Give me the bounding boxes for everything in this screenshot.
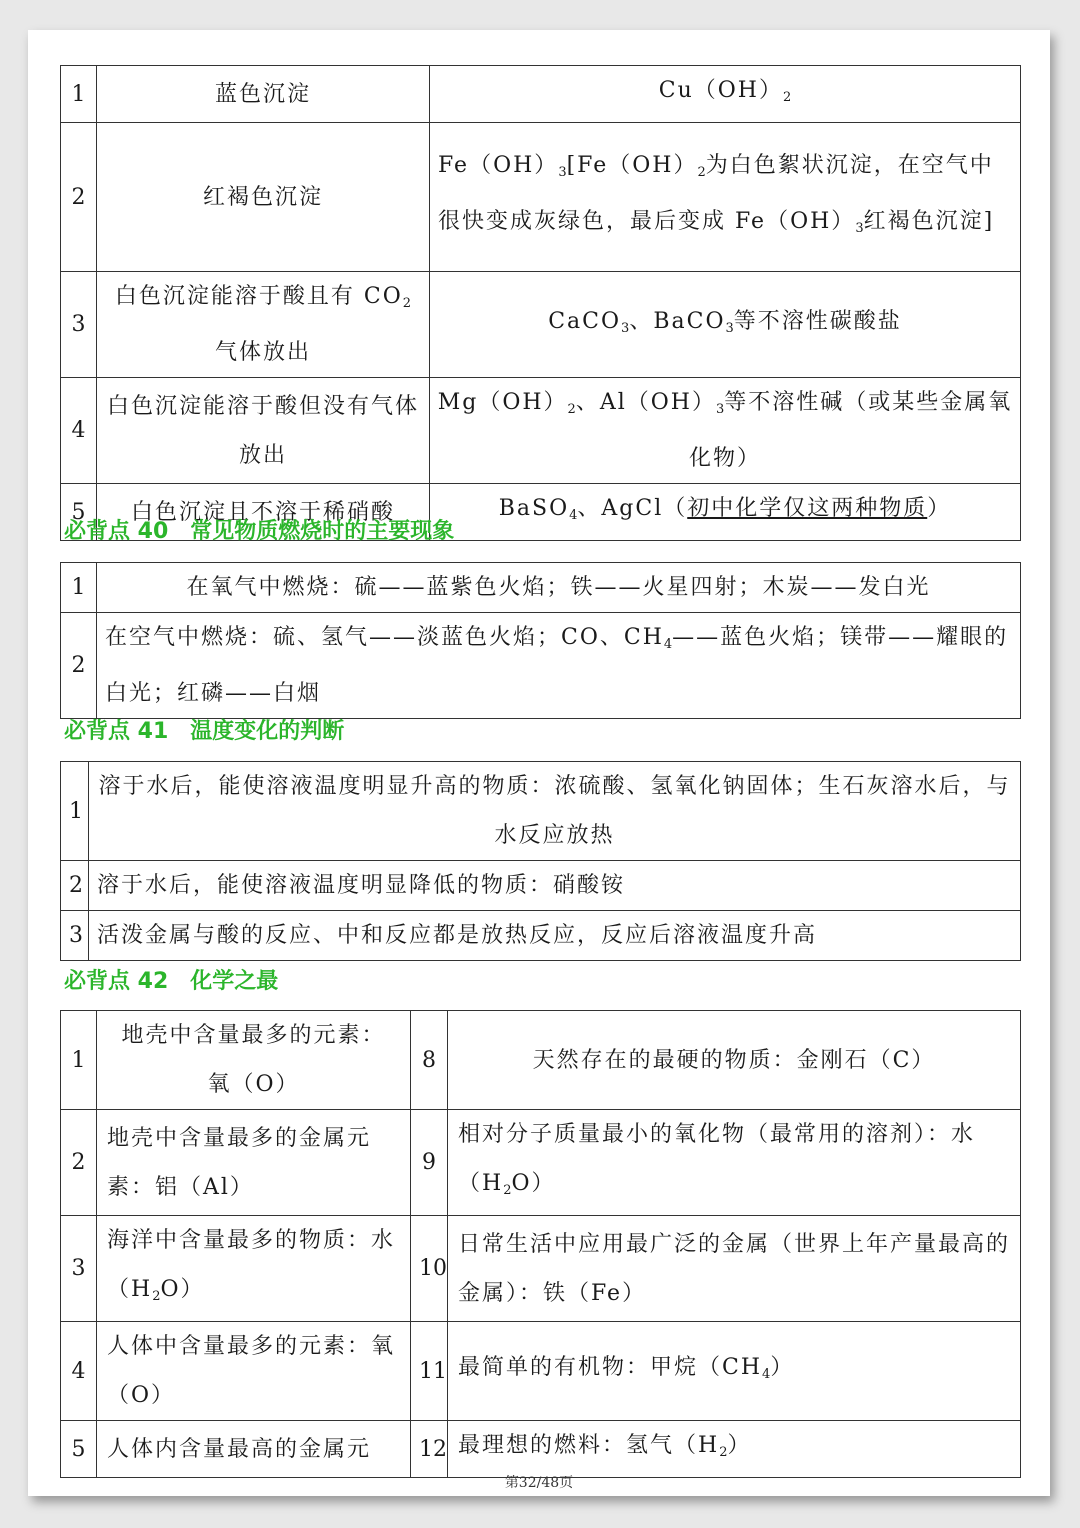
record-text: 地壳中含量最多的元素：氧（O）	[97, 1011, 411, 1110]
table-row	[61, 613, 1021, 719]
table-row	[61, 378, 1021, 484]
record-text: 人体中含量最多的元素：氧（O）	[97, 1322, 411, 1421]
precipitate-desc: 白色沉淀能溶于酸但没有气体放出	[97, 378, 430, 484]
temperature-text: 溶于水后，能使溶液温度明显升高的物质：浓硫酸、氢氧化钠固体；生石灰溶水后，与水反应放热	[89, 762, 1021, 861]
row-number: 1	[61, 66, 97, 123]
row-number: 8	[411, 1011, 448, 1110]
table-row	[61, 911, 1021, 961]
row-number: 1	[61, 762, 89, 861]
record-text: 海洋中含量最多的物质：水$(H_2O)$	[97, 1216, 411, 1322]
precipitate-substance: BaSO$_4$、AgCl（初中化学仅这两种物质）	[430, 484, 1021, 541]
row-number: 5	[61, 1421, 97, 1478]
precipitate-substance: CaCO$_3$、BaCO$_3$等不溶性碳酸盐	[430, 272, 1021, 378]
row-number: 5	[61, 484, 97, 541]
table-row	[61, 66, 1021, 123]
record-text: 最简单的有机物：甲烷$(CH_4)$	[448, 1322, 1021, 1421]
row-number: 9	[411, 1110, 448, 1216]
row-number: 3	[61, 911, 89, 961]
combustion-text: 在空气中燃烧：硫、氢气——淡蓝色火焰；CO、$CH_4——$蓝色火焰；镁带——耀眼的白光；红磷——白烟	[97, 613, 1021, 719]
row-number: 11	[411, 1322, 448, 1421]
precipitate-desc: 白色沉淀且不溶于稀硝酸	[97, 484, 430, 541]
row-number: 1	[61, 1011, 97, 1110]
record-text: 日常生活中应用最广泛的金属（世界上年产量最高的金属）：铁（Fe）	[448, 1216, 1021, 1322]
precipitate-substance: $Cu(OH)_2$	[430, 66, 1021, 123]
section-heading-42: 必背点 42 化学之最	[64, 964, 278, 995]
row-number: 10	[411, 1216, 448, 1322]
precipitate-desc: 白色沉淀能溶于酸且有 $CO_2$气体放出	[97, 272, 430, 378]
record-text: 天然存在的最硬的物质：金刚石（C）	[448, 1011, 1021, 1110]
section-heading-41: 必背点 41 温度变化的判断	[64, 714, 344, 745]
row-number: 3	[61, 272, 97, 378]
table-row	[61, 1421, 1021, 1478]
precipitate-substance: $Mg(OH)_2$、$Al(OH)_3$等不溶性碱（或某些金属氧化物）	[430, 378, 1021, 484]
table-row	[61, 762, 1021, 861]
temperature-text: 溶于水后，能使溶液温度明显降低的物质：硝酸铵	[89, 861, 1021, 911]
precipitate-desc: 蓝色沉淀	[97, 66, 430, 123]
table-row	[61, 272, 1021, 378]
temperature-text: 活泼金属与酸的反应、中和反应都是放热反应，反应后溶液温度升高	[89, 911, 1021, 961]
row-number: 2	[61, 1110, 97, 1216]
table-row	[61, 1011, 1021, 1110]
combustion-text: 在氧气中燃烧：硫——蓝紫色火焰；铁——火星四射；木炭——发白光	[97, 563, 1021, 613]
chemistry-records-table	[60, 1010, 1021, 1478]
row-number: 12	[411, 1421, 448, 1478]
row-number: 1	[61, 563, 97, 613]
table-row	[61, 123, 1021, 272]
row-number: 4	[61, 378, 97, 484]
record-text: 相对分子质量最小的氧化物（最常用的溶剂）：水$(H_2O)$	[448, 1110, 1021, 1216]
table-row	[61, 1322, 1021, 1421]
row-number: 2	[61, 123, 97, 272]
temperature-table	[60, 761, 1021, 961]
precipitate-substance: $Fe(OH)_3[Fe(OH)_2$为白色絮状沉淀，在空气中很快变成灰绿色，最后变成 $Fe(OH)_3$红褐色沉淀]	[430, 123, 1021, 272]
table-row	[61, 563, 1021, 613]
row-number: 2	[61, 861, 89, 911]
section-heading-40: 必背点 40 常见物质燃烧时的主要现象	[64, 514, 454, 545]
row-number: 4	[61, 1322, 97, 1421]
row-number: 2	[61, 613, 97, 719]
record-text: 地壳中含量最多的金属元素：铝（Al）	[97, 1110, 411, 1216]
row-number: 3	[61, 1216, 97, 1322]
table-row	[61, 1216, 1021, 1322]
page-number: 第32/48页	[504, 1475, 574, 1491]
table-row	[61, 1110, 1021, 1216]
record-text: 最理想的燃料：氢气$(H_2)$	[448, 1421, 1021, 1478]
record-text: 人体内含量最高的金属元	[97, 1421, 411, 1478]
table-row	[61, 861, 1021, 911]
precipitate-desc: 红褐色沉淀	[97, 123, 430, 272]
precipitate-table	[60, 65, 1021, 541]
document-page	[28, 30, 1050, 1496]
combustion-table	[60, 562, 1021, 719]
